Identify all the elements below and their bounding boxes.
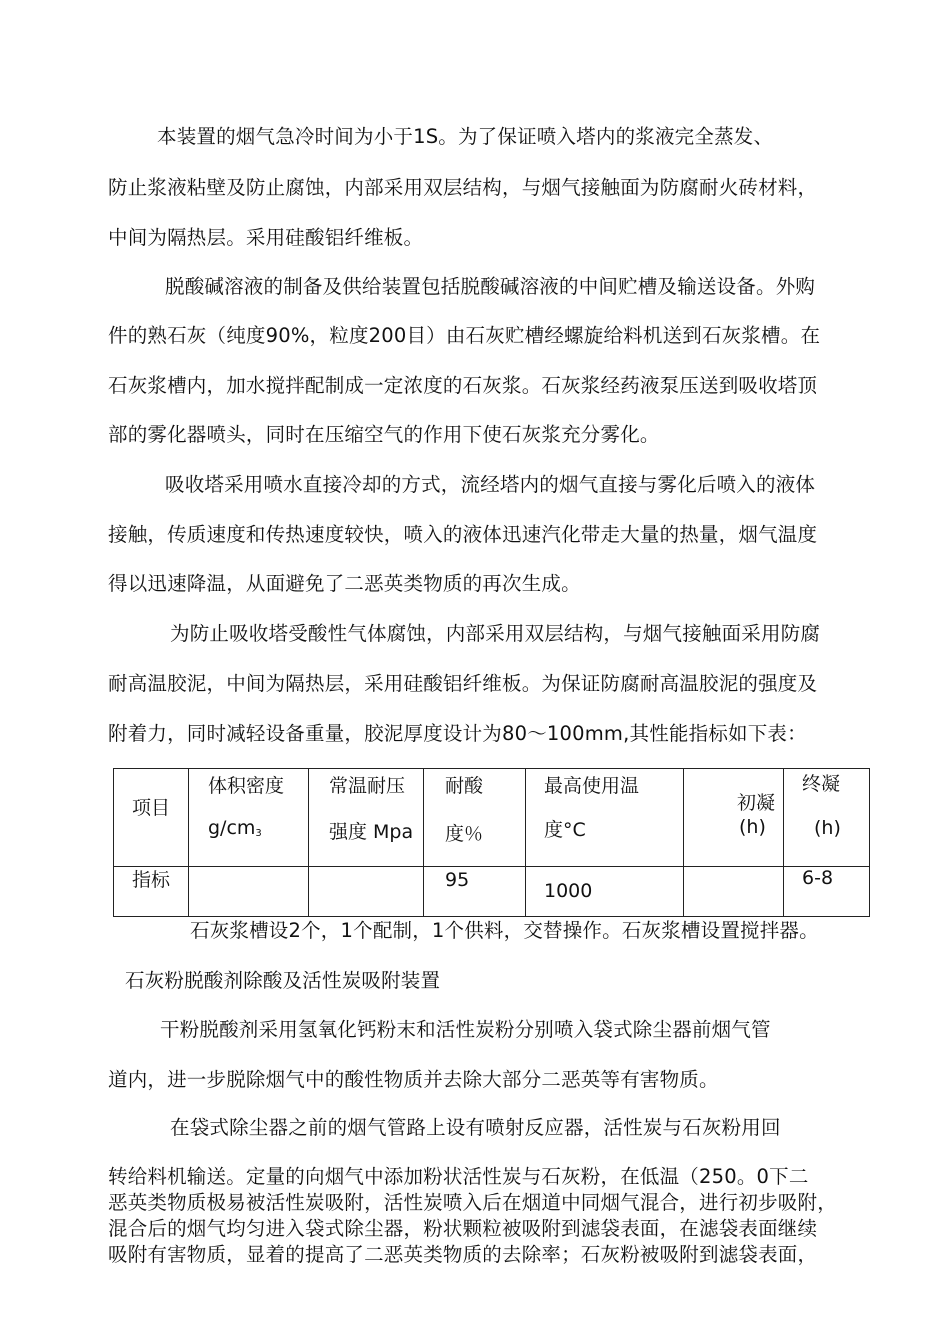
p3-line-2: 接触，传质速度和传热速度较快，喷入的液体迅速汽化带走大量的热量，烟气温度: [108, 523, 818, 546]
header-initial-cell: [684, 769, 784, 867]
p7-line-2: 转给料机输送。定量的向烟气中添加粉状活性炭与石灰粉，在低温（250。0下二: [108, 1165, 809, 1188]
p6-line-1: 干粉脱酸剂采用氢氧化钙粉末和活性炭粉分别喷入袋式除尘器前烟气管: [160, 1018, 771, 1041]
density-unit: g/cm: [208, 817, 256, 839]
p3-line-3: 得以迅速降温，从面避免了二恶英类物质的再次生成。: [108, 572, 581, 595]
p6-line-2: 道内，进一步脱除烟气中的酸性物质并去除大部分二恶英等有害物质。: [108, 1068, 719, 1091]
row-acid: 95: [445, 869, 470, 891]
header-strength-line-1: 常温耐压: [329, 775, 406, 797]
properties-table: [113, 768, 870, 917]
row-temp: 1000: [544, 880, 593, 902]
p7-line-1: 在袋式除尘器之前的烟气管路上设有喷射反应器，活性炭与石灰粉用回: [170, 1116, 781, 1139]
header-final-line-1: 终凝: [802, 773, 841, 795]
header-item-cell: [114, 769, 189, 867]
row-density-cell: [189, 867, 309, 917]
row-strength-cell: [309, 867, 424, 917]
header-density-line-1: 体积密度: [208, 775, 285, 797]
header-item: 项目: [132, 797, 171, 819]
header-initial-line-1: 初凝: [737, 792, 776, 814]
header-density-cell: [189, 769, 309, 867]
p4-line-3: 附着力，同时减轻设备重量，胶泥厚度设计为80〜100mm,其性能指标如下表：: [108, 722, 807, 745]
row-temp-cell: [526, 867, 684, 917]
p4-line-2: 耐高温胶泥，中间为隔热层，采用硅酸铝纤维板。为保证防腐耐高温胶泥的强度及: [108, 672, 818, 695]
p2-line-3: 石灰浆槽内，加水搅拌配制成一定浓度的石灰浆。石灰浆经药液泵压送到吸收塔顶: [108, 374, 818, 397]
p7-line-5: 吸附有害物质，显着的提高了二恶英类物质的去除率；石灰粉被吸附到滤袋表面，: [108, 1243, 818, 1266]
row-initial-cell: [684, 867, 784, 917]
p2-line-1: 脱酸碱溶液的制备及供给装置包括脱酸碱溶液的中间贮槽及输送设备。外购: [165, 275, 816, 298]
p2-line-4: 部的雾化器喷头，同时在压缩空气的作用下使石灰浆充分雾化。: [108, 423, 660, 446]
header-temp-line-1: 最高使用温: [544, 775, 640, 797]
header-strength-line-2: 强度 Mpa: [329, 821, 414, 843]
p3-line-1: 吸收塔采用喷水直接冷却的方式，流经塔内的烟气直接与雾化后喷入的液体: [165, 473, 816, 496]
header-final-cell: [784, 769, 870, 867]
header-acid-cell: [424, 769, 526, 867]
section-heading: 石灰粉脱酸剂除酸及活性炭吸附装置: [125, 969, 441, 992]
header-final-line-2: (h): [814, 817, 841, 839]
header-acid-line-2: 度％: [445, 823, 484, 845]
table-header-row: [114, 769, 870, 867]
header-temp-cell: [526, 769, 684, 867]
row-label: 指标: [132, 869, 171, 891]
header-initial-line-2: (h): [739, 816, 766, 838]
p1-line-1: 本装置的烟气急冷时间为小于1S。为了保证喷入塔内的浆液完全蒸发、: [157, 125, 774, 148]
header-density-line-2: [208, 815, 262, 847]
p5-line-1: 石灰浆槽设2个，1个配制，1个供料，交替操作。石灰浆槽设置搅拌器。: [190, 919, 819, 942]
row-label-cell: [114, 867, 189, 917]
header-strength-cell: [309, 769, 424, 867]
p1-line-3: 中间为隔热层。采用硅酸铝纤维板。: [108, 226, 424, 249]
p1-line-2: 防止浆液粘壁及防止腐蚀，内部采用双层结构，与烟气接触面为防腐耐火砖材料，: [108, 176, 818, 199]
p4-line-1: 为防止吸收塔受酸性气体腐蚀，内部采用双层结构，与烟气接触面采用防腐: [170, 622, 821, 645]
p7-line-4: 混合后的烟气均匀进入袋式除尘器，粉状颗粒被吸附到滤袋表面，在滤袋表面继续: [108, 1217, 818, 1240]
table-row: [114, 867, 870, 917]
p2-line-2: 件的熟石灰（纯度90%，粒度200目）由石灰贮槽经螺旋给料机送到石灰浆槽。在: [108, 324, 821, 347]
row-final-cell: [784, 867, 870, 917]
header-temp-line-2: 度°C: [544, 819, 586, 841]
row-acid-cell: [424, 867, 526, 917]
p7-line-3: 恶英类物质极易被活性炭吸附，活性炭喷入后在烟道中同烟气混合，进行初步吸附，: [108, 1191, 837, 1214]
row-final: 6-8: [802, 867, 834, 889]
header-acid-line-1: 耐酸: [445, 775, 484, 797]
density-unit-exponent: 3: [255, 828, 262, 839]
